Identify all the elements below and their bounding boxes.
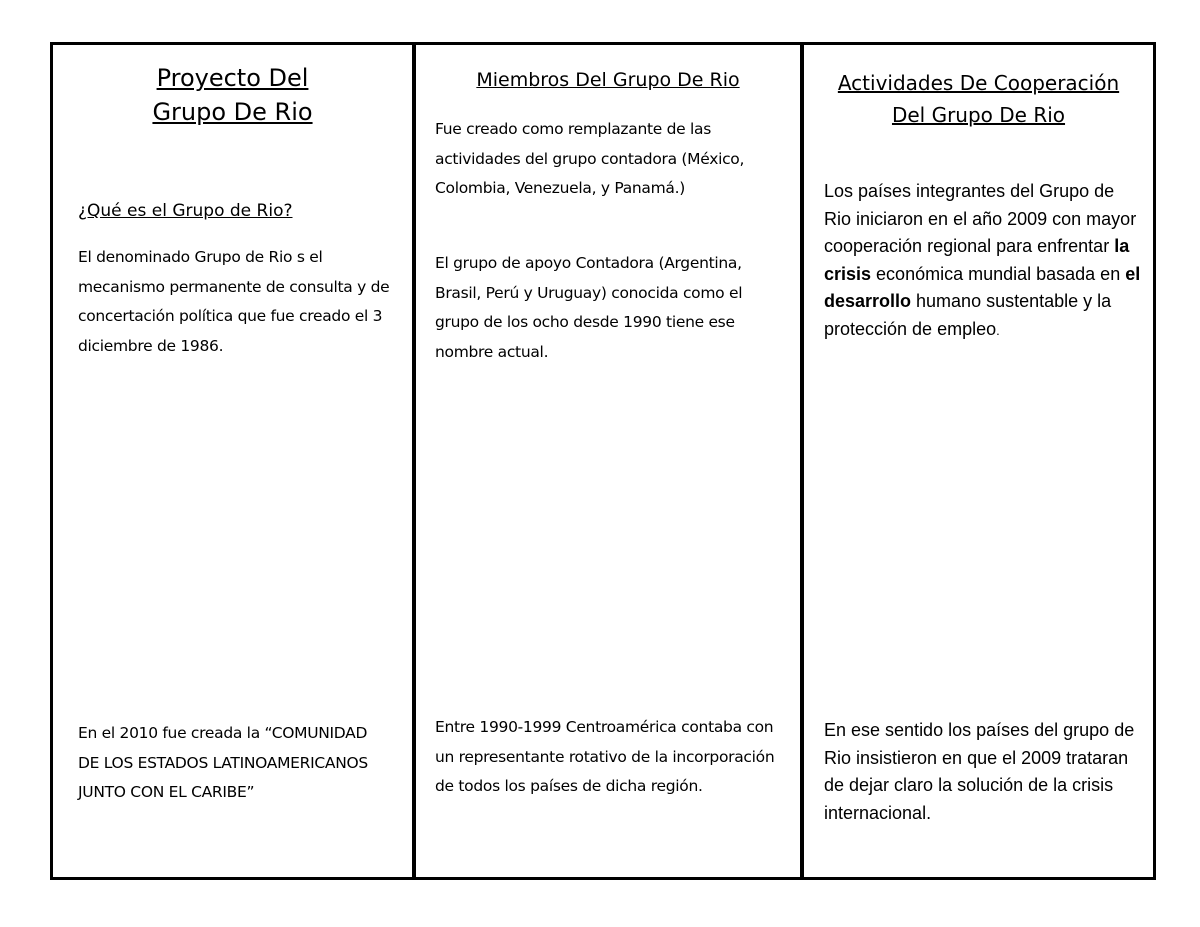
title-line-1: Proyecto Del — [156, 64, 309, 92]
paragraph-comunidad: En el 2010 fue creada la “COMUNIDAD DE LOS ESTADOS LATINOAMERICANOS JUNTO CON EL CARIBE” — [78, 724, 368, 801]
column-proyecto — [53, 45, 412, 877]
paragraph-definicion: El denominado Grupo de Rio s el mecanismo permanente de consulta y de concertación política que fue creado el 3 diciembre de 1986. — [78, 248, 390, 355]
paragraph-centroamerica: Entre 1990-1999 Centroamérica contaba con un representante rotativo de la incorporación de todos los países de dicha región. — [435, 718, 775, 795]
column-title: Miembros Del Grupo De Rio — [476, 69, 740, 91]
column-title: Actividades De Cooperación Del Grupo De Rio — [837, 71, 1120, 127]
paragraph-apoyo: El grupo de apoyo Contadora (Argentina, Brasil, Perú y Uruguay) conocida como el grupo de los ocho desde 1990 tiene ese nombre actual. — [435, 254, 743, 361]
subtitle-que-es: ¿Qué es el Grupo de Rio? — [78, 201, 293, 221]
title-line-2: Grupo De Rio — [152, 98, 313, 126]
column-title — [53, 61, 412, 129]
triptych-frame — [50, 42, 1156, 880]
column-miembros — [416, 45, 800, 877]
paragraph-crisis: En ese sentido los países del grupo de Rio insistieron en que el 2009 trataran de dejar claro la solución de la crisis internacional. — [824, 720, 1135, 823]
paragraph-contadora: Fue creado como remplazante de las actividades del grupo contadora (México, Colombia, Venezuela, y Panamá.) — [435, 120, 745, 197]
paragraph-cooperacion: Los países integrantes del Grupo de Rio iniciaron en el año 2009 con mayor cooperación regional para enfrentar la crisis económica mundial basada en el desarrollo humano sustentable y la protección de empleo. — [824, 181, 1141, 339]
column-actividades — [804, 45, 1153, 877]
